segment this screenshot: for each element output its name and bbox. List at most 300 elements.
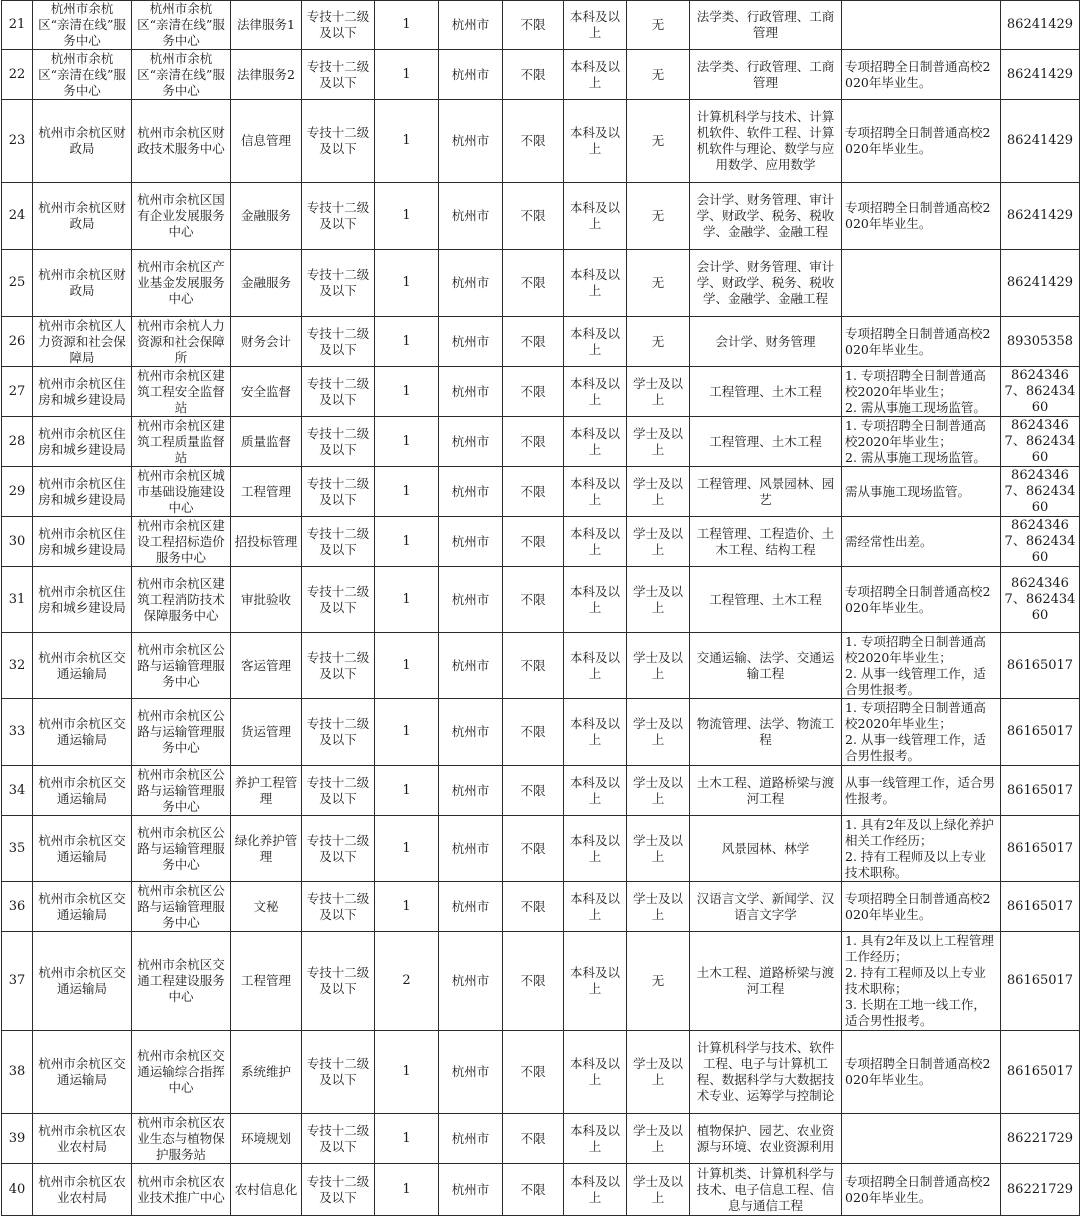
cell-post xyxy=(231,932,302,1031)
cell-index-text: 33 xyxy=(8,724,26,739)
cell-education-text: 本科及以上 xyxy=(569,267,620,298)
cell-phone xyxy=(1001,183,1080,250)
cell-degree xyxy=(627,417,690,467)
cell-index xyxy=(2,1164,33,1216)
cell-post xyxy=(231,1164,302,1216)
cell-index-text: 26 xyxy=(8,333,26,349)
cell-age xyxy=(503,882,564,932)
cell-unit xyxy=(132,467,231,517)
cell-index xyxy=(2,50,33,100)
cell-major xyxy=(690,1031,842,1114)
cell-notes xyxy=(842,1164,1001,1216)
cell-degree xyxy=(627,183,690,250)
cell-phone xyxy=(1001,467,1080,517)
cell-post-text: 法律服务2 xyxy=(237,66,295,82)
cell-level-text: 专技十二级及以下 xyxy=(306,649,370,681)
cell-degree-text: 学士及以上 xyxy=(632,774,683,806)
cell-age-text: 不限 xyxy=(520,483,546,499)
cell-major xyxy=(690,317,842,367)
cell-region-text: 杭州市 xyxy=(451,17,490,32)
cell-degree xyxy=(627,766,690,816)
cell-phone xyxy=(1001,567,1080,633)
cell-post xyxy=(231,517,302,567)
cell-level-text: 专技十二级及以下 xyxy=(306,525,370,557)
cell-department xyxy=(33,1,132,50)
cell-count-text: 1 xyxy=(402,1130,411,1146)
table-row xyxy=(2,183,1080,250)
cell-education xyxy=(564,183,627,250)
cell-department-text: 杭州市余杭区住房和城乡建设局 xyxy=(38,475,126,507)
cell-age-text: 不限 xyxy=(520,66,546,82)
cell-education-text: 本科及以上 xyxy=(569,716,620,747)
cell-age-text: 不限 xyxy=(520,973,546,988)
cell-major-text: 汉语言文学、新闻学、汉语言文字学 xyxy=(696,890,835,922)
cell-region xyxy=(439,517,503,567)
cell-department-text: 杭州市余杭区人力资源和社会保障局 xyxy=(38,317,126,365)
cell-count-text: 1 xyxy=(402,66,411,82)
cell-education-text: 本科及以上 xyxy=(569,200,620,231)
cell-post xyxy=(231,467,302,517)
cell-level xyxy=(302,367,375,417)
cell-notes xyxy=(842,1114,1001,1164)
cell-count xyxy=(375,100,439,183)
cell-department xyxy=(33,1031,132,1114)
cell-age xyxy=(503,1164,564,1216)
cell-department xyxy=(33,467,132,517)
cell-notes-text: 1. 专项招聘全日制普通高校2020年毕业生； 2. 需从事施工现场监管。 xyxy=(845,367,986,415)
cell-degree-text: 学士及以上 xyxy=(632,425,683,457)
cell-count xyxy=(375,766,439,816)
cell-unit xyxy=(132,766,231,816)
table-row xyxy=(2,50,1080,100)
cell-notes-text: 从事一线管理工作，适合男性报考。 xyxy=(845,774,996,806)
cell-unit xyxy=(132,633,231,699)
cell-phone-text: 86243467、86243460 xyxy=(1004,467,1076,515)
table-row xyxy=(2,317,1080,367)
cell-post-text: 货运管理 xyxy=(240,724,291,739)
cell-post xyxy=(231,367,302,417)
cell-department-text: 杭州市余杭区住房和城乡建设局 xyxy=(38,425,126,457)
table-row xyxy=(2,250,1080,317)
cell-index-text: 34 xyxy=(8,782,26,798)
cell-index xyxy=(2,1,33,50)
cell-level-text: 专技十二级及以下 xyxy=(306,1122,370,1154)
cell-post xyxy=(231,1,302,50)
cell-education-text: 本科及以上 xyxy=(569,832,620,864)
cell-count-text: 1 xyxy=(402,1064,411,1079)
cell-post xyxy=(231,882,302,932)
cell-degree xyxy=(627,467,690,517)
cell-index-text: 28 xyxy=(8,433,26,449)
cell-age-text: 不限 xyxy=(520,333,546,349)
cell-age-text: 不限 xyxy=(520,724,546,739)
cell-level-text: 专技十二级及以下 xyxy=(306,425,370,457)
cell-major xyxy=(690,100,842,183)
cell-count xyxy=(375,882,439,932)
cell-region-text: 杭州市 xyxy=(451,782,490,798)
cell-index-text: 21 xyxy=(8,17,26,32)
cell-region xyxy=(439,100,503,183)
cell-education-text: 本科及以上 xyxy=(569,375,620,407)
cell-notes xyxy=(842,250,1001,317)
cell-unit xyxy=(132,517,231,567)
cell-notes xyxy=(842,367,1001,417)
cell-department-text: 杭州市余杭区财政局 xyxy=(38,267,126,298)
cell-notes-text: 专项招聘全日制普通高校2020年毕业生。 xyxy=(845,1173,991,1205)
table-row xyxy=(2,633,1080,699)
cell-index-text: 30 xyxy=(8,533,26,549)
cell-education-text: 本科及以上 xyxy=(569,325,620,357)
cell-department xyxy=(33,50,132,100)
cell-level xyxy=(302,467,375,517)
table-row xyxy=(2,1164,1080,1216)
cell-department-text: 杭州市余杭区住房和城乡建设局 xyxy=(38,375,126,407)
cell-degree xyxy=(627,1114,690,1164)
cell-education-text: 本科及以上 xyxy=(569,583,620,615)
cell-count xyxy=(375,50,439,100)
cell-count xyxy=(375,250,439,317)
cell-phone xyxy=(1001,699,1080,766)
cell-count-text: 1 xyxy=(402,657,411,673)
cell-unit xyxy=(132,183,231,250)
cell-index xyxy=(2,517,33,567)
cell-level-text: 专技十二级及以下 xyxy=(306,125,370,156)
cell-unit xyxy=(132,882,231,932)
cell-notes-text: 专项招聘全日制普通高校2020年毕业生。 xyxy=(845,58,991,90)
cell-phone xyxy=(1001,1,1080,50)
cell-phone xyxy=(1001,317,1080,367)
cell-count xyxy=(375,699,439,766)
cell-major-text: 法学类、行政管理、工商管理 xyxy=(696,58,835,90)
cell-department-text: 杭州市余杭区交通运输局 xyxy=(38,832,126,864)
cell-department xyxy=(33,517,132,567)
cell-notes-text: 需从事施工现场监管。 xyxy=(845,483,971,499)
cell-age xyxy=(503,367,564,417)
table-row xyxy=(2,367,1080,417)
cell-unit xyxy=(132,1164,231,1216)
cell-region xyxy=(439,317,503,367)
cell-unit-text: 杭州市余杭区建筑工程质量监督站 xyxy=(137,417,225,465)
cell-count-text: 1 xyxy=(402,898,411,914)
cell-post-text: 客运管理 xyxy=(240,657,291,673)
cell-unit xyxy=(132,367,231,417)
cell-education-text: 本科及以上 xyxy=(569,965,620,996)
cell-degree-text: 无 xyxy=(651,66,665,82)
cell-count xyxy=(375,816,439,882)
cell-region-text: 杭州市 xyxy=(451,1181,490,1197)
cell-level-text: 专技十二级及以下 xyxy=(306,890,370,922)
cell-notes-text: 1. 专项招聘全日制普通高校2020年毕业生； 2. 从事一线管理工作，适合男性报考。 xyxy=(845,700,986,763)
cell-post-text: 招投标管理 xyxy=(234,533,298,549)
cell-region xyxy=(439,567,503,633)
cell-unit-text: 杭州市余杭区公路与运输管理服务中心 xyxy=(137,882,225,930)
table-body xyxy=(2,1,1080,1216)
table-row xyxy=(2,517,1080,567)
cell-notes-text: 1. 具有2年及以上工程管理工作经历； 2. 持有工程师及以上专业技术职称； 3. 长期在工地一线工作，适合男性报考。 xyxy=(845,933,994,1028)
cell-region xyxy=(439,1164,503,1216)
cell-post-text: 绿化养护管理 xyxy=(234,832,298,864)
cell-department xyxy=(33,183,132,250)
cell-notes-text: 专项招聘全日制普通高校2020年毕业生。 xyxy=(845,200,991,231)
cell-education-text: 本科及以上 xyxy=(569,125,620,156)
cell-unit-text: 杭州市余杭区建设工程招标造价服务中心 xyxy=(137,517,225,565)
cell-phone-text: 86241429 xyxy=(1006,208,1074,223)
cell-count-text: 1 xyxy=(402,208,411,223)
cell-post xyxy=(231,183,302,250)
cell-count-text: 1 xyxy=(402,333,411,349)
cell-region-text: 杭州市 xyxy=(451,1064,490,1079)
cell-index xyxy=(2,567,33,633)
cell-index xyxy=(2,766,33,816)
cell-notes-text: 1. 专项招聘全日制普通高校2020年毕业生； 2. 需从事施工现场监管。 xyxy=(845,417,986,465)
cell-count xyxy=(375,1114,439,1164)
cell-age xyxy=(503,1031,564,1114)
cell-region-text: 杭州市 xyxy=(451,533,490,549)
cell-major xyxy=(690,50,842,100)
cell-unit xyxy=(132,417,231,467)
cell-department xyxy=(33,100,132,183)
cell-level-text: 专技十二级及以下 xyxy=(306,9,370,40)
cell-level xyxy=(302,1114,375,1164)
cell-region xyxy=(439,633,503,699)
cell-department xyxy=(33,766,132,816)
cell-education xyxy=(564,1164,627,1216)
table-row xyxy=(2,567,1080,633)
cell-index-text: 40 xyxy=(8,1181,26,1197)
cell-level xyxy=(302,1031,375,1114)
cell-level-text: 专技十二级及以下 xyxy=(306,200,370,231)
cell-major-text: 土木工程、道路桥梁与渡河工程 xyxy=(696,774,835,806)
cell-department-text: 杭州市余杭区交通运输局 xyxy=(38,965,126,996)
cell-region-text: 杭州市 xyxy=(451,133,490,148)
cell-index xyxy=(2,633,33,699)
cell-degree xyxy=(627,517,690,567)
cell-level xyxy=(302,517,375,567)
cell-post xyxy=(231,100,302,183)
cell-degree-text: 无 xyxy=(651,973,665,988)
cell-major-text: 计算机科学与技术、软件工程、电子与计算机工程、数据科学与大数据技术专业、运筹学与控制论 xyxy=(696,1040,835,1103)
cell-education-text: 本科及以上 xyxy=(569,9,620,40)
cell-age-text: 不限 xyxy=(520,17,546,32)
cell-index-text: 38 xyxy=(8,1064,26,1079)
table-row xyxy=(2,766,1080,816)
cell-unit-text: 杭州市余杭区交通运输综合指挥中心 xyxy=(137,1048,225,1095)
cell-notes-text: 专项招聘全日制普通高校2020年毕业生。 xyxy=(845,125,991,156)
cell-region-text: 杭州市 xyxy=(451,275,490,290)
cell-department-text: 杭州市余杭区“亲清在线”服务中心 xyxy=(38,1,126,48)
cell-major xyxy=(690,932,842,1031)
cell-count-text: 1 xyxy=(402,275,411,290)
cell-department xyxy=(33,882,132,932)
cell-degree-text: 学士及以上 xyxy=(632,475,683,507)
cell-age xyxy=(503,766,564,816)
cell-notes xyxy=(842,1031,1001,1114)
cell-unit-text: 杭州市余杭区国有企业发展服务中心 xyxy=(137,192,225,239)
cell-department-text: 杭州市余杭区交通运输局 xyxy=(38,774,126,806)
cell-degree xyxy=(627,699,690,766)
cell-region xyxy=(439,1,503,50)
cell-phone-text: 86165017 xyxy=(1006,782,1074,798)
cell-notes xyxy=(842,100,1001,183)
cell-major xyxy=(690,567,842,633)
cell-unit-text: 杭州市余杭区公路与运输管理服务中心 xyxy=(137,641,225,689)
cell-education xyxy=(564,467,627,517)
cell-age xyxy=(503,467,564,517)
cell-age xyxy=(503,699,564,766)
cell-unit-text: 杭州市余杭区财政技术服务中心 xyxy=(137,125,225,156)
cell-region-text: 杭州市 xyxy=(451,973,490,988)
cell-age-text: 不限 xyxy=(520,208,546,223)
cell-major xyxy=(690,1164,842,1216)
cell-count-text: 1 xyxy=(402,433,411,449)
cell-count-text: 1 xyxy=(402,782,411,798)
cell-notes-text: 专项招聘全日制普通高校2020年毕业生。 xyxy=(845,583,991,615)
cell-phone-text: 86221729 xyxy=(1006,1130,1074,1146)
cell-education xyxy=(564,50,627,100)
cell-education xyxy=(564,932,627,1031)
cell-notes-text: 专项招聘全日制普通高校2020年毕业生。 xyxy=(845,1056,991,1087)
cell-major xyxy=(690,882,842,932)
cell-region xyxy=(439,1114,503,1164)
cell-department-text: 杭州市余杭区财政局 xyxy=(38,125,126,156)
cell-post-text: 审批验收 xyxy=(240,591,291,607)
cell-level xyxy=(302,567,375,633)
cell-degree xyxy=(627,1,690,50)
cell-phone-text: 86165017 xyxy=(1006,840,1074,856)
cell-phone-text: 86241429 xyxy=(1006,275,1074,290)
cell-age xyxy=(503,633,564,699)
cell-post-text: 财务会计 xyxy=(240,333,291,349)
cell-age xyxy=(503,517,564,567)
cell-unit-text: 杭州市余杭区“亲清在线”服务中心 xyxy=(137,50,225,98)
cell-region-text: 杭州市 xyxy=(451,333,490,349)
cell-degree-text: 学士及以上 xyxy=(632,832,683,864)
cell-major-text: 工程管理、风景园林、园艺 xyxy=(696,475,835,507)
cell-major xyxy=(690,467,842,517)
cell-count xyxy=(375,317,439,367)
cell-notes xyxy=(842,699,1001,766)
cell-unit-text: 杭州市余杭人力资源和社会保障所 xyxy=(137,317,225,365)
cell-education xyxy=(564,766,627,816)
cell-unit xyxy=(132,816,231,882)
cell-level-text: 专技十二级及以下 xyxy=(306,375,370,407)
cell-age xyxy=(503,317,564,367)
table-row xyxy=(2,1,1080,50)
cell-phone-text: 86165017 xyxy=(1006,973,1074,988)
cell-department-text: 杭州市余杭区农业农村局 xyxy=(38,1122,126,1154)
cell-unit-text: 杭州市余杭区农业生态与植物保护服务站 xyxy=(137,1114,225,1162)
cell-index xyxy=(2,882,33,932)
cell-phone-text: 86241429 xyxy=(1006,66,1074,82)
cell-level xyxy=(302,932,375,1031)
cell-phone xyxy=(1001,816,1080,882)
cell-index-text: 27 xyxy=(8,383,26,399)
cell-index xyxy=(2,367,33,417)
cell-count-text: 2 xyxy=(402,973,411,988)
cell-unit xyxy=(132,1,231,50)
cell-count xyxy=(375,1031,439,1114)
cell-post xyxy=(231,699,302,766)
cell-index-text: 31 xyxy=(8,591,26,607)
cell-unit xyxy=(132,567,231,633)
cell-phone-text: 86165017 xyxy=(1006,1064,1074,1079)
cell-count-text: 1 xyxy=(402,724,411,739)
cell-phone xyxy=(1001,1031,1080,1114)
cell-education xyxy=(564,100,627,183)
cell-degree-text: 学士及以上 xyxy=(632,890,683,922)
cell-index xyxy=(2,317,33,367)
cell-education-text: 本科及以上 xyxy=(569,58,620,90)
cell-index xyxy=(2,100,33,183)
cell-post xyxy=(231,816,302,882)
cell-unit xyxy=(132,699,231,766)
cell-age-text: 不限 xyxy=(520,591,546,607)
cell-phone xyxy=(1001,1164,1080,1216)
cell-phone xyxy=(1001,517,1080,567)
cell-post-text: 环境规划 xyxy=(240,1130,291,1146)
cell-unit-text: 杭州市余杭区交通工程建设服务中心 xyxy=(137,957,225,1004)
cell-count xyxy=(375,633,439,699)
cell-department xyxy=(33,1164,132,1216)
cell-count-text: 1 xyxy=(402,533,411,549)
cell-major-text: 交通运输、法学、交通运输工程 xyxy=(696,649,835,681)
cell-level-text: 专技十二级及以下 xyxy=(306,1173,370,1205)
cell-education-text: 本科及以上 xyxy=(569,475,620,507)
cell-department xyxy=(33,567,132,633)
cell-education-text: 本科及以上 xyxy=(569,1122,620,1154)
cell-phone xyxy=(1001,100,1080,183)
cell-region-text: 杭州市 xyxy=(451,840,490,856)
cell-count xyxy=(375,1,439,50)
cell-post xyxy=(231,250,302,317)
cell-notes xyxy=(842,932,1001,1031)
cell-region-text: 杭州市 xyxy=(451,657,490,673)
cell-degree-text: 学士及以上 xyxy=(632,525,683,557)
cell-age-text: 不限 xyxy=(520,657,546,673)
cell-phone-text: 86165017 xyxy=(1006,724,1074,739)
cell-count xyxy=(375,183,439,250)
cell-index-text: 29 xyxy=(8,483,26,499)
cell-department-text: 杭州市余杭区交通运输局 xyxy=(38,649,126,681)
cell-department-text: 杭州市余杭区交通运输局 xyxy=(38,890,126,922)
cell-phone xyxy=(1001,417,1080,467)
cell-post-text: 农村信息化 xyxy=(234,1181,298,1197)
cell-department-text: 杭州市余杭区财政局 xyxy=(38,200,126,231)
cell-phone xyxy=(1001,367,1080,417)
cell-post xyxy=(231,1031,302,1114)
cell-unit-text: 杭州市余杭区公路与运输管理服务中心 xyxy=(137,766,225,814)
cell-phone-text: 86241429 xyxy=(1006,133,1074,148)
cell-level xyxy=(302,882,375,932)
cell-region xyxy=(439,183,503,250)
cell-department-text: 杭州市余杭区住房和城乡建设局 xyxy=(38,583,126,615)
cell-count xyxy=(375,1164,439,1216)
cell-index xyxy=(2,816,33,882)
cell-education-text: 本科及以上 xyxy=(569,1056,620,1087)
cell-region xyxy=(439,50,503,100)
cell-education xyxy=(564,1,627,50)
cell-department xyxy=(33,1114,132,1164)
cell-degree xyxy=(627,816,690,882)
cell-count xyxy=(375,932,439,1031)
cell-region xyxy=(439,932,503,1031)
cell-level-text: 专技十二级及以下 xyxy=(306,1056,370,1087)
cell-post-text: 质量监督 xyxy=(240,433,291,449)
cell-age-text: 不限 xyxy=(520,898,546,914)
cell-region xyxy=(439,467,503,517)
cell-notes xyxy=(842,317,1001,367)
cell-region-text: 杭州市 xyxy=(451,208,490,223)
